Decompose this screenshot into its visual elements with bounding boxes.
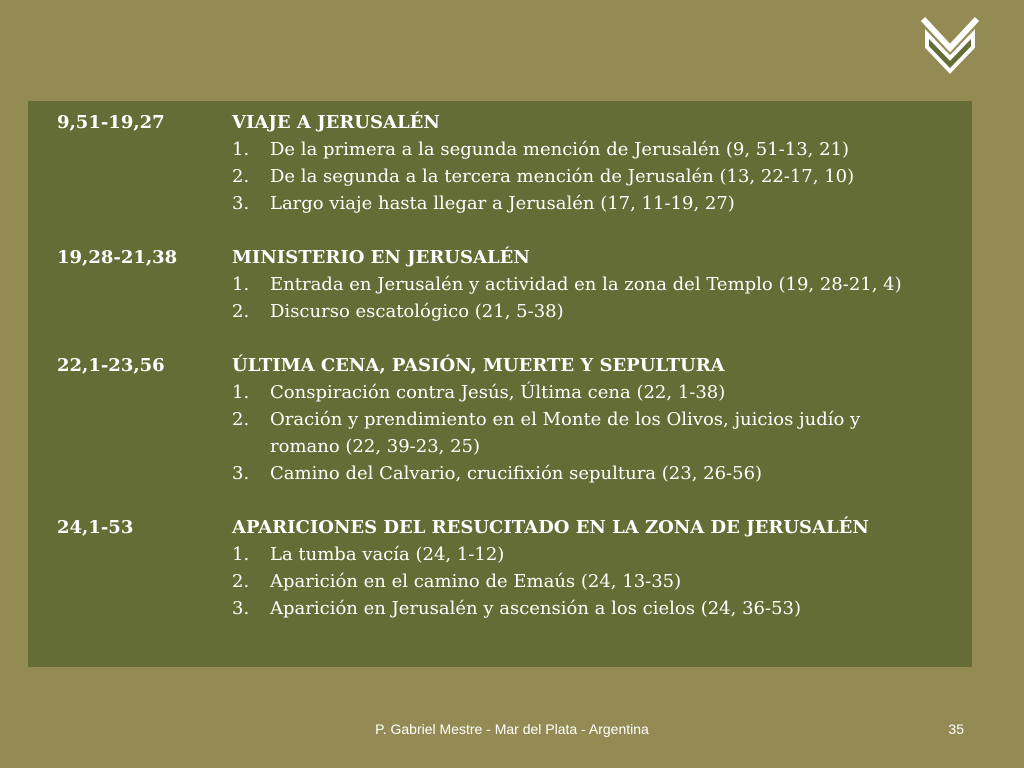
- section-reference: 9,51-19,27: [57, 112, 165, 133]
- section-heading: APARICIONES DEL RESUCITADO EN LA ZONA DE JERUSALÉN: [232, 517, 869, 538]
- section-apariciones: [28, 514, 972, 622]
- section-viaje: [28, 109, 972, 217]
- section-reference: 22,1-23,56: [57, 355, 165, 376]
- section-ultima-cena: [28, 352, 972, 487]
- double-chevron-down-icon: [918, 14, 982, 78]
- section-ministerio: [28, 244, 972, 325]
- section-heading: MINISTERIO EN JERUSALÉN: [232, 247, 530, 268]
- item-text: Aparición en Jerusalén y ascensión a los cielos (24, 36-53): [270, 598, 801, 619]
- item-text: De la primera a la segunda mención de Jerusalén (9, 51-13, 21): [270, 139, 850, 160]
- list-item: [232, 595, 912, 622]
- list-item: [232, 163, 912, 190]
- item-text: Camino del Calvario, crucifixión sepultura (23, 26-56): [270, 463, 763, 484]
- list-item: [232, 406, 912, 460]
- item-text: Conspiración contra Jesús, Última cena (22, 1-38): [270, 382, 726, 403]
- item-number: 1.: [232, 382, 250, 403]
- item-number: 1.: [232, 139, 250, 160]
- list-item: [232, 190, 912, 217]
- section-heading: ÚLTIMA CENA, PASIÓN, MUERTE Y SEPULTURA: [232, 355, 725, 376]
- item-number: 2.: [232, 166, 250, 187]
- page-number: 35: [948, 721, 964, 737]
- item-text: Largo viaje hasta llegar a Jerusalén (17, 11-19, 27): [270, 193, 735, 214]
- item-text: Aparición en el camino de Emaús (24, 13-35): [270, 571, 682, 592]
- list-item: [232, 136, 912, 163]
- item-number: 1.: [232, 544, 250, 565]
- footer-text: P. Gabriel Mestre - Mar del Plata - Argentina: [375, 721, 649, 737]
- item-text: De la segunda a la tercera mención de Jerusalén (13, 22-17, 10): [270, 166, 855, 187]
- list-item: [232, 379, 912, 406]
- item-text: Oración y prendimiento en el Monte de los Olivos, juicios judío y romano (22, 39-23, 25): [270, 409, 861, 457]
- item-text: Entrada en Jerusalén y actividad en la zona del Templo (19, 28-21, 4): [270, 274, 902, 295]
- item-number: 2.: [232, 301, 250, 322]
- list-item: [232, 271, 912, 298]
- item-number: 2.: [232, 409, 250, 430]
- list-item: [232, 460, 912, 487]
- item-number: 3.: [232, 463, 250, 484]
- list-item: [232, 298, 912, 325]
- item-number: 3.: [232, 193, 250, 214]
- section-reference: 19,28-21,38: [57, 247, 178, 268]
- section-reference: 24,1-53: [57, 517, 134, 538]
- item-number: 2.: [232, 571, 250, 592]
- item-number: 1.: [232, 274, 250, 295]
- list-item: [232, 541, 912, 568]
- section-heading: VIAJE A JERUSALÉN: [232, 112, 440, 133]
- list-item: [232, 568, 912, 595]
- content-panel: [28, 101, 972, 667]
- item-text: La tumba vacía (24, 1-12): [270, 544, 505, 565]
- item-text: Discurso escatológico (21, 5-38): [270, 301, 564, 322]
- item-number: 3.: [232, 598, 250, 619]
